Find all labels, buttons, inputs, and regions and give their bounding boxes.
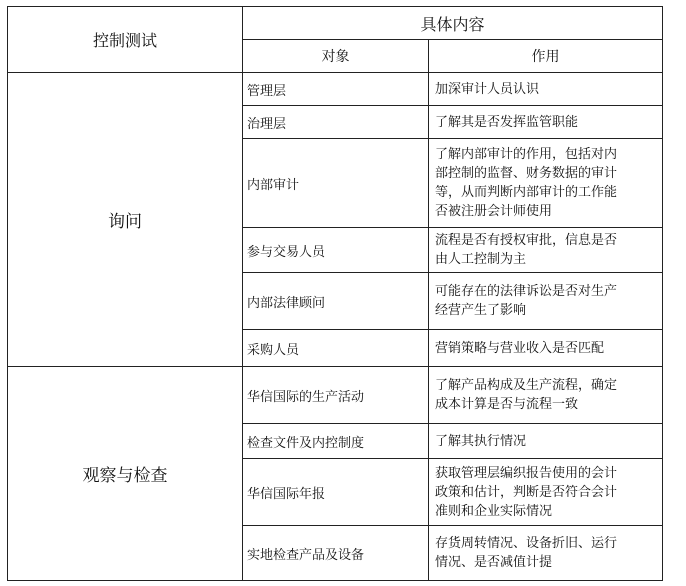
use-cell: 营销策略与营业收入是否匹配 <box>429 330 663 367</box>
object-cell: 内部审计 <box>243 139 429 228</box>
use-line: 了解内部审计的作用，包括对内 <box>435 147 618 162</box>
table-row <box>8 73 663 106</box>
group-inquiry: 询问 <box>8 73 243 367</box>
use-line: 情况、是否减值计提 <box>435 555 553 570</box>
header-use: 作用 <box>429 40 663 73</box>
object-cell: 治理层 <box>243 106 429 139</box>
use-cell <box>429 139 663 228</box>
use-line: 了解产品构成及生产流程，确定 <box>435 378 618 393</box>
use-line: 经营产生了影响 <box>435 303 527 318</box>
use-cell: 加深审计人员认识 <box>429 73 663 106</box>
object-cell: 实地检查产品及设备 <box>243 526 429 581</box>
use-line: 部控制的监督、财务数据的审计 <box>435 166 618 181</box>
table-row <box>8 367 663 424</box>
object-cell: 内部法律顾问 <box>243 273 429 330</box>
use-cell <box>429 526 663 581</box>
use-line: 由人工控制为主 <box>435 252 527 267</box>
use-cell: 了解其执行情况 <box>429 424 663 459</box>
use-line: 等，从而判断内部审计的工作能 <box>435 185 618 200</box>
header-control-test: 控制测试 <box>8 7 243 73</box>
use-cell <box>429 228 663 273</box>
use-cell <box>429 459 663 526</box>
object-cell: 管理层 <box>243 73 429 106</box>
header-content: 具体内容 <box>243 7 663 40</box>
use-line: 准则和企业实际情况 <box>435 503 553 519</box>
object-cell: 采购人员 <box>243 330 429 367</box>
use-line: 存货周转情况、设备折旧、运行 <box>435 536 618 551</box>
use-cell <box>429 273 663 330</box>
object-cell: 华信国际的生产活动 <box>243 367 429 424</box>
use-line: 成本计算是否与流程一致 <box>435 397 579 412</box>
header-object: 对象 <box>243 40 429 73</box>
object-cell: 参与交易人员 <box>243 228 429 273</box>
use-line: 流程是否有授权审批，信息是否 <box>435 233 618 248</box>
use-line: 可能存在的法律诉讼是否对生产 <box>435 284 618 299</box>
control-test-table <box>7 6 663 581</box>
use-line: 否被注册会计师使用 <box>435 204 553 219</box>
group-observe-inspect: 观察与检查 <box>8 367 243 581</box>
use-line: 获取管理层编织报告使用的会计 <box>435 465 618 481</box>
use-cell <box>429 367 663 424</box>
use-line: 政策和估计，判断是否符合会计 <box>435 484 618 500</box>
use-cell: 了解其是否发挥监管职能 <box>429 106 663 139</box>
object-cell: 检查文件及内控制度 <box>243 424 429 459</box>
object-cell: 华信国际年报 <box>243 459 429 526</box>
